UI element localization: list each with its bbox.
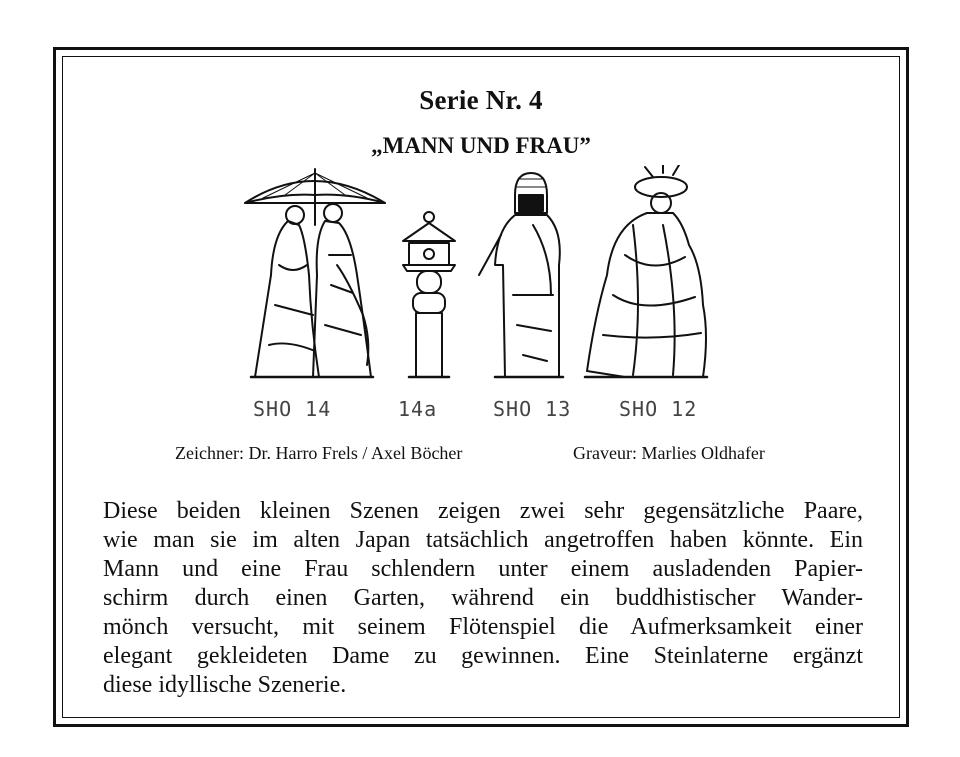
drawer-credit: Zeichner: Dr. Harro Frels / Axel Böcher xyxy=(175,443,463,463)
description-paragraph xyxy=(103,497,863,700)
series-subtitle: „MANN UND FRAU” xyxy=(371,133,591,158)
engraver-credit: Graveur: Marlies Oldhafer xyxy=(573,443,765,463)
couple-under-umbrella-figure xyxy=(245,169,385,377)
description-line: Mann und eine Frau schlendern unter einem ausladenden Papier- xyxy=(103,556,863,582)
description-line: mönch versucht, mit seinem Flötenspiel die Aufmerksamkeit einer xyxy=(103,614,863,640)
description-line: elegant gekleideten Dame zu gewinnen. Eine Steinlaterne ergänzt xyxy=(103,643,863,669)
description-line: diese idyllische Szenerie. xyxy=(103,672,347,698)
description-line: wie man sie im alten Japan tatsächlich angetroffen haben könnte. Ein xyxy=(103,527,863,553)
figures-illustration xyxy=(233,165,733,390)
wandering-monk-figure xyxy=(479,173,563,377)
description-line: Diese beiden kleinen Szenen zeigen zwei sehr gegensätzliche Paare, xyxy=(103,498,863,524)
series-title: Serie Nr. 4 xyxy=(419,85,543,115)
description-line: schirm durch einen Garten, während ein buddhistischer Wander- xyxy=(103,585,863,611)
figure-code-14a: 14a xyxy=(398,397,438,421)
elegant-lady-figure xyxy=(585,165,707,377)
figure-code-sho-13: SHO 13 xyxy=(493,397,572,421)
stone-lantern-figure xyxy=(403,212,455,377)
card-frame xyxy=(53,47,909,727)
figure-code-sho-14: SHO 14 xyxy=(253,397,332,421)
figure-code-sho-12: SHO 12 xyxy=(619,397,698,421)
card-inner-border xyxy=(62,56,900,718)
